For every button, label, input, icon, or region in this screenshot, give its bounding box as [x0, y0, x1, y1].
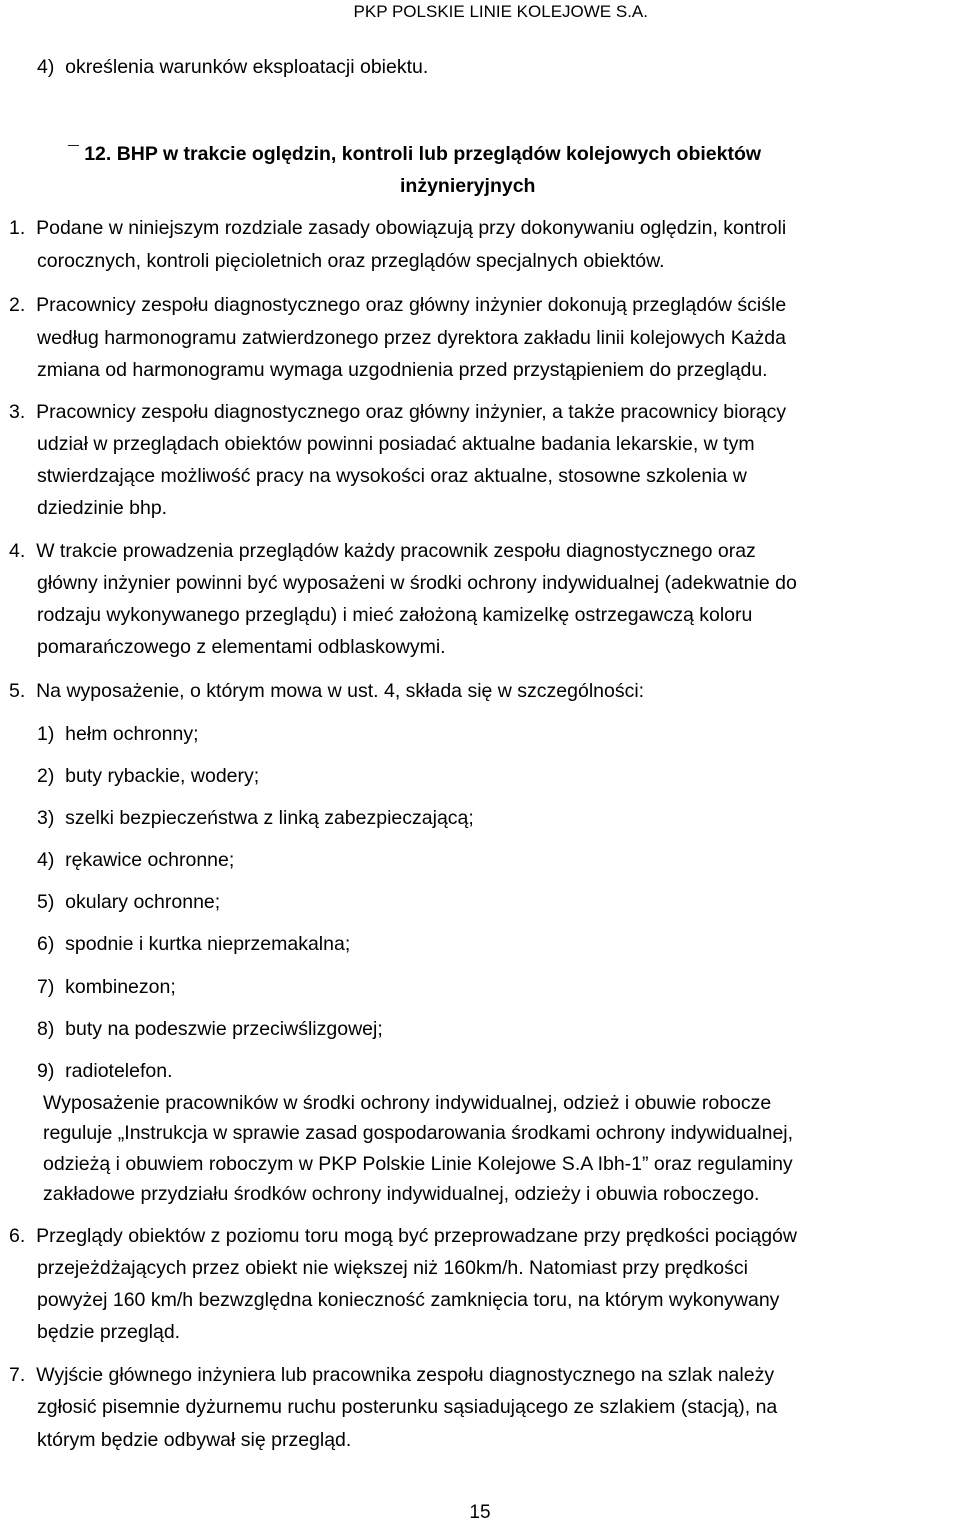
- list-item: 7) kombinezon;: [37, 976, 176, 998]
- paragraph-1-line-2: corocznych, kontroli pięcioletnich oraz przeglądów specjalnych obiektów.: [37, 250, 665, 272]
- paragraph-4-line-3: rodzaju wykonywanego przeglądu) i mieć założoną kamizelkę ostrzegawczą koloru: [37, 604, 753, 626]
- heading-line-1: 12. BHP w trakcie oględzin, kontroli lub przeglądów kolejowych obiektów: [84, 143, 762, 165]
- paragraph-3-line-1: 3. Pracownicy zespołu diagnostycznego oraz główny inżynier, a także pracownicy biorący: [9, 401, 787, 423]
- paragraph-7-line-1: 7. Wyjście głównego inżyniera lub pracownika zespołu diagnostycznego na szlak należy: [9, 1364, 775, 1386]
- list-item: 2) buty rybackie, wodery;: [37, 765, 260, 787]
- list-item: 5) okulary ochronne;: [37, 891, 221, 913]
- list-item: 9) radiotelefon.: [37, 1060, 173, 1082]
- list-item-top: 4) określenia warunków eksploatacji obiektu.: [37, 56, 429, 78]
- heading-line-2: inżynieryjnych: [400, 175, 536, 197]
- paragraph-3-line-2: udział w przeglądach obiektów powinni posiadać aktualne badania lekarskie, w tym: [37, 433, 755, 455]
- paragraph-1-line-1: 1. Podane w niniejszym rozdziale zasady obowiązują przy dokonywaniu oględzin, kontroli: [9, 217, 787, 239]
- list-item: 8) buty na podeszwie przeciwślizgowej;: [37, 1018, 383, 1040]
- paragraph-4-line-2: główny inżynier powinni być wyposażeni w środki ochrony indywidualnej (adekwatnie do: [37, 572, 797, 594]
- equipment-note-line-4: zakładowe przydziału środków ochrony indywidualnej, odzieży i obuwia roboczego.: [43, 1183, 760, 1205]
- paragraph-6-line-4: będzie przegląd.: [37, 1321, 181, 1343]
- paragraph-7-line-2: zgłosić pisemnie dyżurnemu ruchu posterunku sąsiadującego ze szlakiem (stacją), na: [37, 1396, 778, 1418]
- list-item: 6) spodnie i kurtka nieprzemakalna;: [37, 933, 351, 955]
- paragraph-3-line-3: stwierdzające możliwość pracy na wysokości oraz aktualne, stosowne szkolenia w: [37, 465, 747, 487]
- paragraph-6-line-1: 6. Przeglądy obiektów z poziomu toru mogą być przeprowadzane przy prędkości pociągów: [9, 1225, 797, 1247]
- paragraph-4-line-1: 4. W trakcie prowadzenia przeglądów każdy pracownik zespołu diagnostycznego oraz: [9, 540, 756, 562]
- list-item: 1) hełm ochronny;: [37, 723, 199, 745]
- equipment-note-line-2: reguluje „Instrukcja w sprawie zasad gospodarowania środkami ochrony indywidualnej,: [43, 1122, 794, 1144]
- paragraph-2-line-1: 2. Pracownicy zespołu diagnostycznego oraz główny inżynier dokonują przeglądów ściśle: [9, 294, 787, 316]
- page-number: 15: [469, 1502, 491, 1523]
- heading-marker: ¯: [68, 143, 79, 165]
- paragraph-2-line-3: zmiana od harmonogramu wymaga uzgodnienia przed przystąpieniem do przeglądu.: [37, 359, 768, 381]
- paragraph-5: 5. Na wyposażenie, o którym mowa w ust. 4, składa się w szczególności:: [9, 680, 645, 702]
- equipment-note-line-3: odzieżą i obuwiem roboczym w PKP Polskie Linie Kolejowe S.A Ibh-1” oraz regulaminy: [43, 1153, 793, 1175]
- paragraph-6-line-3: powyżej 160 km/h bezwzględna konieczność zamknięcia toru, na którym wykonywany: [37, 1289, 780, 1311]
- list-item: 4) rękawice ochronne;: [37, 849, 235, 871]
- section-heading: [68, 143, 761, 166]
- paragraph-3-line-4: dziedzinie bhp.: [37, 497, 168, 519]
- paragraph-7-line-3: którym będzie odbywał się przegląd.: [37, 1429, 352, 1451]
- paragraph-4-line-4: pomarańczowego z elementami odblaskowymi.: [37, 636, 446, 658]
- paragraph-6-line-2: przejeżdżających przez obiekt nie większej niż 160km/h. Natomiast przy prędkości: [37, 1257, 748, 1279]
- equipment-note-line-1: Wyposażenie pracowników w środki ochrony indywidualnej, odzież i obuwie robocze: [43, 1092, 772, 1114]
- list-item: 3) szelki bezpieczeństwa z linką zabezpieczającą;: [37, 807, 474, 829]
- paragraph-2-line-2: według harmonogramu zatwierdzonego przez dyrektora zakładu linii kolejowych Każda: [37, 327, 786, 349]
- document-header: PKP POLSKIE LINIE KOLEJOWE S.A.: [353, 2, 648, 21]
